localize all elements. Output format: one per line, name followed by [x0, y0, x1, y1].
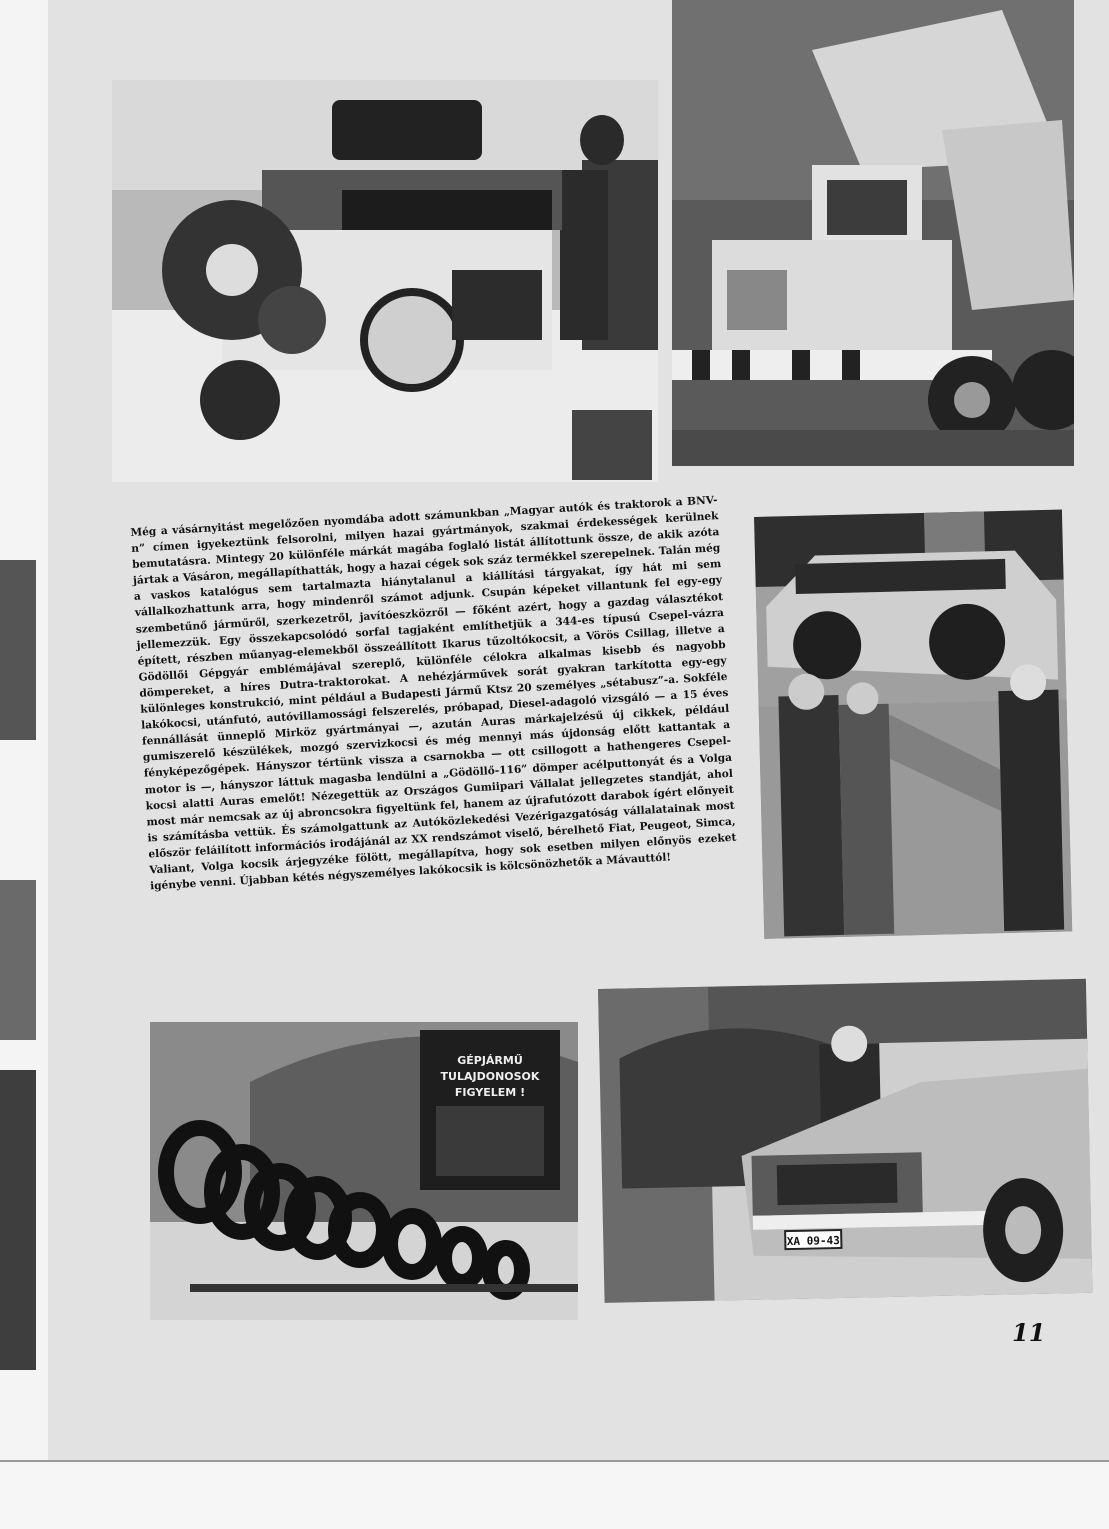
facing-page-strip — [0, 880, 36, 1040]
sign-line-2: TULAJDONOSOK — [440, 1070, 540, 1083]
article-text — [130, 492, 738, 894]
tire-display-photo — [150, 1022, 578, 1320]
engine-photo — [112, 80, 658, 482]
scan-bottom-margin — [0, 1460, 1109, 1529]
car-lift-illustration — [754, 509, 1072, 938]
sign-line-3: FIGYELEM ! — [454, 1086, 526, 1099]
article-body: Még a vásárnyitást megelőzően nyomdába adott számunkban „Magyar autók és traktorok a BNV-n” címen igyekeztünk felsorolni, milyen hazai gyártmányok, szakmai érdekességek kerülnek bemutatásra. Mintegy 20 különféle márkát magába foglaló listát állítottunk össze, de akik azóta jártak a Vásáron, megállapíthatták, hogy a hazai cégek sok száz termékkel szerepelnek. Talán még a vaskos katalógus sem tartalmazta hiánytalanul a kiállítási tárgyakat, így hát mi sem vállalkozhattunk arra, hogy mindenről számot adjunk. Csupán képeket villantunk fel egy-egy szembetűnő járműről, szerkezetről, javítóeszközről — főként azért, hogy a gazdag választékot jellemezzük. Egy összekapcsolódó sorfal tagjaként említhetjük a 344-es típusú Csepel-vázra épített, részben műanyag-elemekből összeállított Ikarus tűzoltókocsit, a Vörös Csillag, illetve a Gödöllői Gépgyár emblémájával szereplő, különféle célokra alkalmas kisebb és nagyobb dömpereket, a híres Dutra-traktorokat. A nehézjárművek sorát gyakran tarkította egy-egy különleges konstrukció, mint például a Budapesti Jármű Ktsz 20 személyes „sétabusz”-a. Sokféle lakókocsi, utánfutó, autóvillamossági felszerelés, próbapad, Diesel-adagoló vizsgáló — a 15 éves fennállását ünneplő Mirköz gyártmányai —, azután Auras márkajelzésű új cikkek, például gumiszerelő készülékek, mozgó szervizkocsi és még mennyi más újdonság előtt kattantak a fényképezőgépek. Hányszor tértünk vissza a csarnokba — ott csillogott a hathengeres Csepel-motor is —, hányszor láttuk magasba lendülni a „Gödöllő-116” dömper acélputtonyát és a Volga kocsi alatti Auras emelőt! Nézegettük az Országos Gumiipari Vállalat jellegzetes standját, ahol most már nemcsak az új abroncsokra figyeltünk fel, hanem az újrafutózott darabok ígért előnyeit is számításba vettük. És számolgattunk az Autóközlekedési Vezérigazgatóság vállalatainak most először feláilított információs irodájánál az XX rendszámot viselő, bérelhető Fiat, Peugeot, Simca, Valiant, Volga kocsik árjegyzéke fölött, megállapítva, hogy sok esetben milyen előnyös ezeket igénybe venni. Újabban kétés négyszemélyes lakókocsik is kölcsönözhetők a Mávauttól! — [130, 494, 737, 893]
facing-page-strip — [0, 560, 36, 740]
license-plate: XA 09-43 — [786, 1233, 840, 1249]
engine-illustration — [112, 80, 658, 482]
car-lift-photo — [754, 509, 1072, 938]
valiant-car-photo — [598, 979, 1092, 1303]
facing-page-strip — [0, 1070, 36, 1370]
valiant-car-illustration — [598, 979, 1092, 1303]
sign-line-1: GÉPJÁRMŰ — [457, 1054, 523, 1067]
dumper-truck-illustration — [672, 0, 1074, 466]
tire-display-illustration — [150, 1022, 578, 1320]
dumper-truck-photo — [672, 0, 1074, 466]
page-number: 11 — [1012, 1318, 1046, 1347]
